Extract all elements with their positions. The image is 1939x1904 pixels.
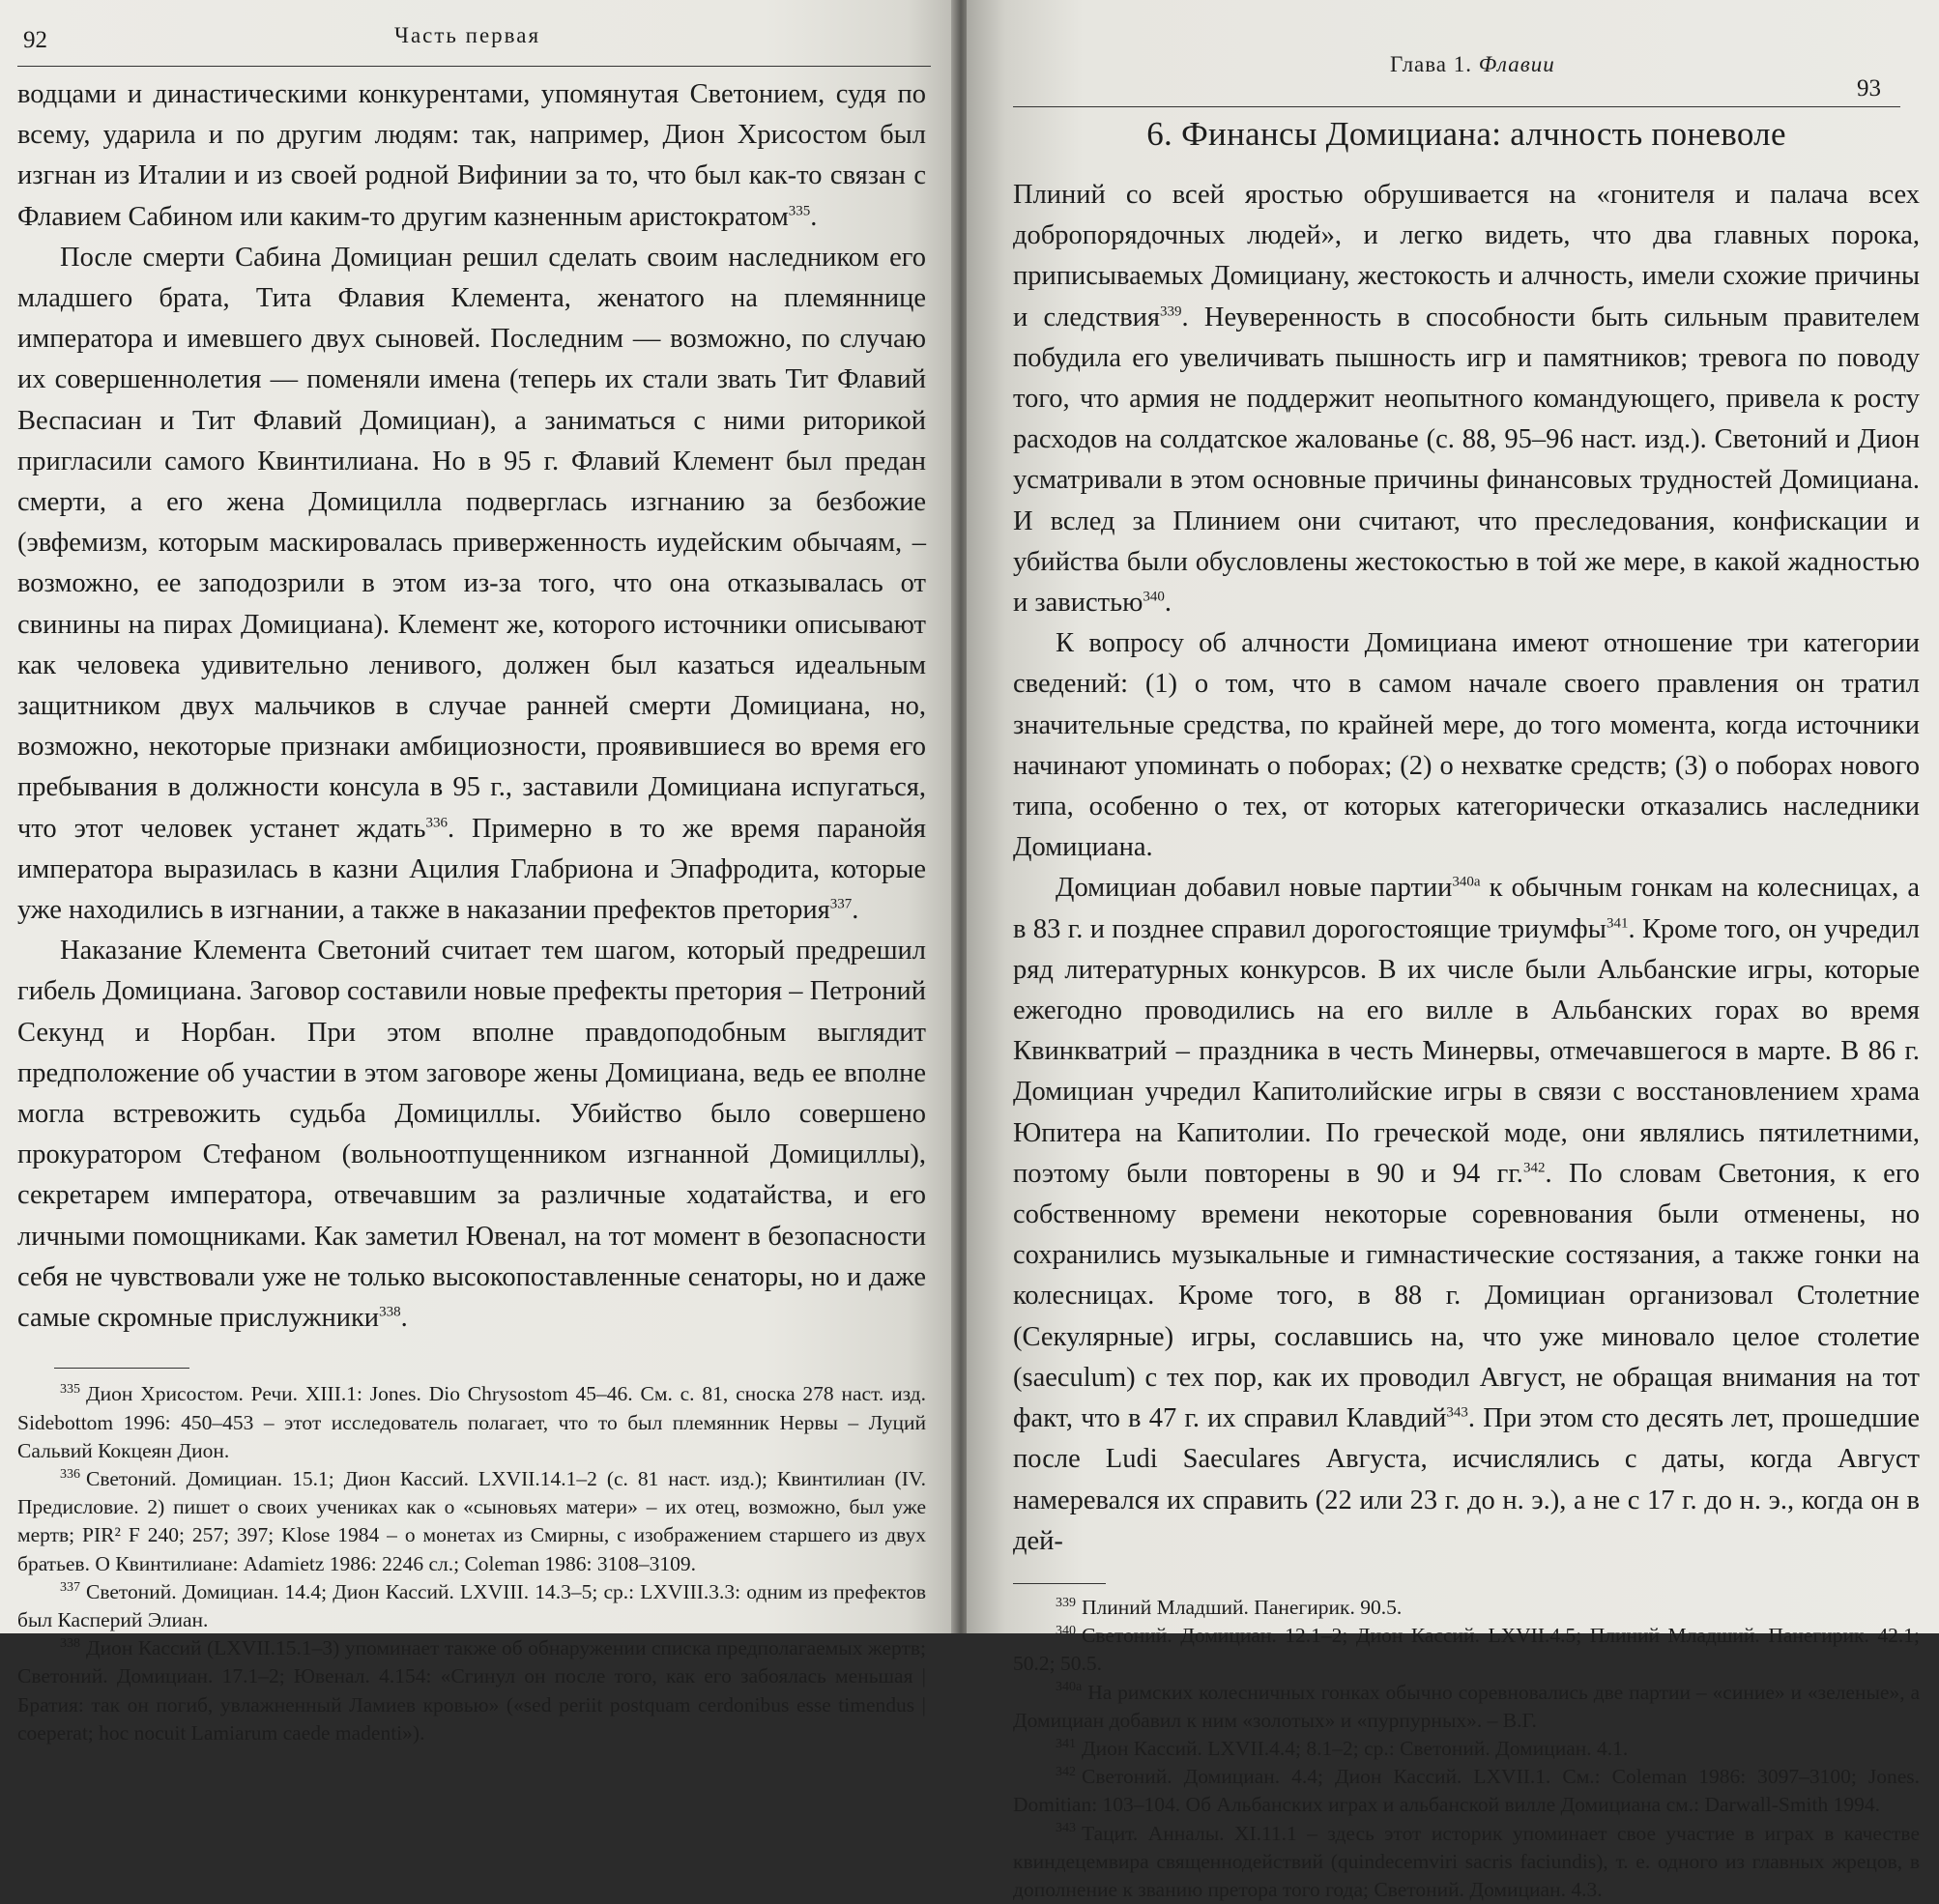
- paragraph: После смерти Сабина Домициан решил сделать своим наследником его младшего брата, Тита Флавия Клемента, женатого на племяннице императора и имевшего двух сыновей. Последним — возможно, по случаю их совершеннолетия — поменяли имена (теперь их стали звать Тит Флавий Веспасиан и Тит Флавий Домициан), а заниматься с ними риторикой пригласили самого Квинтилиана. Но в 95 г. Флавий Клемент был предан смерти, а его жена Домицилла подверглась изгнанию за безбожие (эвфемизм, которым маскировалась приверженность иудейским обычаям, – возможно, ее заподозрили в этом из-за того, что она отказывалась от свинины на пирах Домициана). Клемент же, которого источники описывают как человека удивительно ленивого, должен был казаться идеальным защитником двух мальчиков в случае ранней смерти Домициана, но, возможно, некоторые признаки амбициозности, проявившиеся во время его пребывания в должности консула в 95 г., заставили Домициана испугаться, что этот человек устанет ждать$^{336}$. Примерно в то же время паранойя императора выразилась в казни Ацилия Глабриона и Эпафродита, которые уже находились в изгнании, а также в наказании префектов претория$^{337}$.: [17, 242, 927, 926]
- paragraph: Наказание Клемента Светоний считает тем шагом, который предрешил гибель Домициана. Заговор составили новые префекты претория – Петроний Секунд и Норбан. При этом вполне правдоподобным выглядит предположение об участии в этом заговоре жены Домициана, ведь ее вполне могла встревожить судьба Домициллы. Убийство было совершено прокуратором Стефаном (вольноотпущенником изгнанной Домициллы), секретарем императора, отвечавшим за различные ходатайства, и его личными помощниками. Как заметил Ювенал, на тот момент в безопасности себя не чувствовали уже не только высокопоставленные сенаторы, но и даже самые скромные прислужники$^{338}$.: [17, 936, 926, 1334]
- paragraph: К вопросу об алчности Домициана имеют отношение три категории сведений: (1) о том, что в самом начале своего правления он тратил значительные средства, по крайней мере, до того момента, когда источники начинают упоминать о поборах; (2) о нехватке средств; (3) о поборах нового типа, особенно о тех, от которых категорически отказались наследники Домициана.: [1013, 628, 1920, 863]
- footnote: $^{343}$ Тацит. Анналы. XI.11.1 – здесь этот историк упоминает свое участие в играх в качестве квиндецемвира священнодействий (quindecemviri sacris faciundis), т. е. одного из главных жрецов, в дополнение к званию претора того года; Светоний. Домициан. 4.3.: [1013, 1821, 1920, 1901]
- section-heading: 6. Финансы Домициана: алчность поневоле: [1146, 115, 1786, 153]
- footnote-ref[interactable]: 340a: [1452, 874, 1481, 890]
- footnote-ref[interactable]: 342: [1522, 1160, 1546, 1176]
- footnote: $^{336}$ Светоний. Домициан. 15.1; Дион Кассий. LXVII.14.1–2 (с. 81 наст. изд.); Квинтилиан (IV. Предисловие. 2) пишет о своих учениках как о «сыновьях матери» – их отец, возможно, был уже мертв; PIR² F 240; 257; 397; Klose 1984 – о монетах из Смирны, с изображением старшего из двух братьев. О Квинтилиане: Adamietz 1986: 2246 сл.; Coleman 1986: 3108–3109.: [17, 1466, 926, 1575]
- header-rule: [17, 66, 931, 67]
- footnote: $^{340a}$ На римских колесничных гонках обычно соревновались две партии – «синие» и «зеленые», а Домициан добавил к ним «золотых» и «пурпурных». – В.Г.: [1013, 1680, 1920, 1732]
- footnote-ref[interactable]: 339: [1160, 303, 1182, 320]
- footnote-ref[interactable]: 338: [379, 1304, 401, 1320]
- footnote: $^{341}$ Дион Кассий. LXVII.4.4; 8.1–2; ср.: Светоний. Домициан. 4.1.: [1056, 1736, 1629, 1760]
- left-running-head: [17, 21, 926, 66]
- left-page-number: 92: [23, 27, 47, 53]
- footnote: $^{340}$ Светоний. Домициан. 12.1–2; Дион Кассий. LXVII.4.5; Плиний Младший. Панегирик. 42.1; 50.2; 50.5.: [1013, 1623, 1920, 1676]
- footnote-ref[interactable]: 337: [829, 896, 853, 912]
- footnote: $^{342}$ Светоний. Домициан. 4.4; Дион Кассий. LXVII.1. См.: Coleman 1986: 3097–3100; Jones. Domitian: 103–104. Об Альбанских играх и альбанской вилле Домициана см.: Darwall-Smith 1994.: [1013, 1764, 1920, 1817]
- left-body-text: [17, 74, 926, 1339]
- footnote-ref[interactable]: 343: [1446, 1404, 1468, 1421]
- right-page-number: 93: [1857, 75, 1881, 101]
- footnote-rule: [54, 1368, 189, 1369]
- paragraph: водцами и династическими конкурентами, упомянутая Светонием, судя по всему, ударила и по другим людям: так, например, Дион Хрисостом был изгнан из Италии и из своей родной Вифинии за то, что был как-то связан с Флавием Сабином или каким-то другим казненным аристократом$^{335}$.: [17, 79, 926, 232]
- footnote-ref[interactable]: 336: [425, 815, 448, 831]
- footnote: $^{337}$ Светоний. Домициан. 14.4; Дион Кассий. LXVIII. 14.3–5; ср.: LXVIII.3.3: одним из префектов был Касперий Элиан.: [17, 1579, 926, 1631]
- right-running-head: [1013, 46, 1920, 101]
- header-rule: [1013, 106, 1900, 107]
- footnote: $^{335}$ Дион Хрисостом. Речи. XIII.1: Jones. Dio Chrysostom 45–46. См. с. 81, сноска 278 наст. изд. Sidebottom 1996: 450–453 – этот исследователь полагает, что то был племянник Нервы – Луций Сальвий Кокцеян Дион.: [17, 1382, 926, 1462]
- right-page: [967, 0, 1939, 1901]
- paragraph: Домициан добавил новые партии$^{340a}$ к обычным гонкам на колесницах, а в 83 г. и позднее справил дорогостоящие триумфы$^{341}$. Кроме того, он учредил ряд литературных конкурсов. В их числе были Альбанские игры, которые ежегодно проводились на его вилле в Альбанских горах во время Квинкватрий – праздника в честь Минервы, отмечавшегося в марте. В 86 г. Домициан учредил Капитолийские игры в связи с восстановлением храма Юпитера на Капитолии. По греческой моде, они являлись пятилетними, поэтому были повторены в 90 и 94 гг.$^{342}$. По словам Светония, к его собственному времени некоторые соревнования были отменены, но сохранились музыкальные и гимнастические состязания, а также гонки на колесницах. Кроме того, в 88 г. Домициан организовал Столетние (Секулярные) игры, сославшись на, что уже миновало целое столетие (saeculum) с тех пор, как их проводил Август, не обращая внимания на тот факт, что в 47 г. их справил Клавдий$^{343}$. При этом сто десять лет, прошедшие после Ludi Saeculares Августа, исчислялись с даты, когда Август намеревался их справить (22 или 23 г. до н. э.), а не с 17 г. до н. э., когда он в дей-: [1013, 873, 1921, 1556]
- paragraph: Плиний со всей яростью обрушивается на «гонителя и палача всех добропорядочных людей», и легко видеть, что два главных порока, приписываемых Домициану, жестокость и алчность, имели схожие причины и следствия$^{339}$. Неуверенность в способности быть сильным правителем побудила его увеличивать пышность игр и памятников; тревога по поводу того, что армия не поддержит неопытного командующего, привела к росту расходов на солдатское жалованье (с. 88, 95–96 наст. изд.). Светоний и Дион усматривали в этом основные причины финансовых трудностей Домициана. И вслед за Плинием они считают, что преследования, конфискации и убийства были обусловлены жестокостью в той же мере, в какой жадностью и завистью$^{340}$.: [1013, 180, 1920, 619]
- footnote: $^{339}$ Плиний Младший. Панегирик. 90.5.: [1056, 1595, 1403, 1619]
- footnote-ref[interactable]: 340: [1143, 589, 1165, 605]
- left-running-title: Часть первая: [394, 23, 541, 47]
- right-running-title: Глава 1. Флавии: [1390, 52, 1555, 76]
- right-footnotes: [1013, 1594, 1920, 1904]
- left-page: [0, 0, 955, 1745]
- footnote-ref[interactable]: 341: [1606, 915, 1629, 932]
- left-footnotes: [17, 1380, 926, 1747]
- footnote-ref[interactable]: 335: [788, 203, 811, 219]
- footnote: $^{338}$ Дион Кассий (LXVII.15.1–3) упоминает также об обнаружении списка предполагаемых жертв; Светоний. Домициан. 17.1–2; Ювенал. 4.154: «Сгинул он после того, как его забоялась меньшая | Братия: так он погиб, увлажненный Ламиев кровью» («sed periit postquam cerdonibus esse timendus | coeperat; hoc nocuit Lamiarum caede madenti»).: [17, 1635, 926, 1745]
- footnote-rule: [1013, 1583, 1106, 1584]
- right-body-text: [1013, 175, 1920, 1562]
